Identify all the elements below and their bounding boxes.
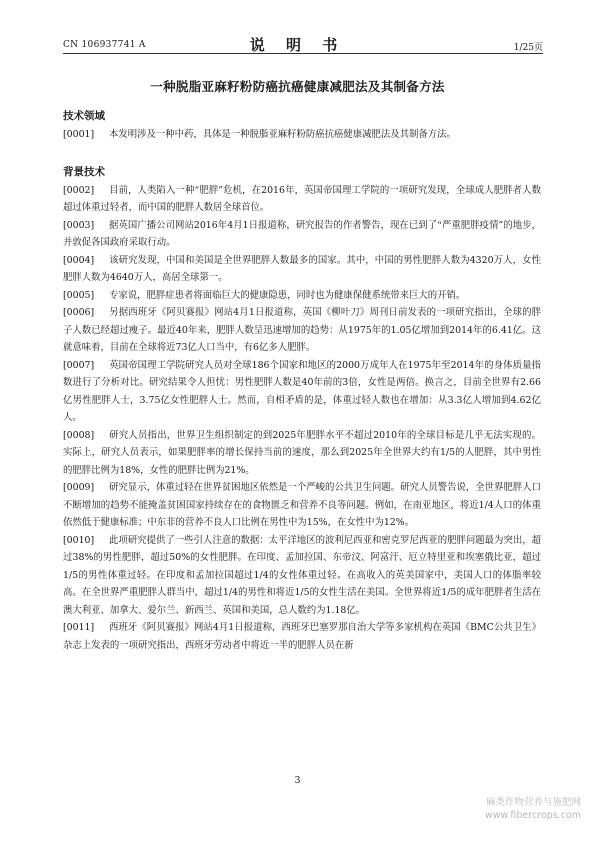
paragraph xyxy=(63,182,541,217)
paragraph xyxy=(63,287,541,305)
paragraph-text: 该研究发现，中国和美国是全世界肥胖人数最多的国家。其中，中国的男性肥胖人数为4320万人，女性肥胖人数为4640万人，高居全球第一。 xyxy=(63,254,541,283)
paragraph-text: 研究显示，体重过轻在世界贫困地区依然是一个严峻的公共卫生问题。研究人员警告说，全世界肥胖人口不断增加的趋势不能掩盖贫困国家持续存在的食物匮乏和营养不良等问题。例如，在南亚地区，将近1/4人口的体重依然低于健康标准；中东非的营养不良人口比例在男性中为15%，在女性中为12%。 xyxy=(63,482,541,528)
invention-title: 一种脱脂亚麻籽粉防癌抗癌健康减肥法及其制备方法 xyxy=(150,79,445,94)
paragraph-text: 本发明涉及一种中药，具体是一种脱脂亚麻籽粉防癌抗癌健康减肥法及其制备方法。 xyxy=(109,129,456,140)
paragraph xyxy=(63,619,541,654)
paragraph-number: [0006] xyxy=(63,307,95,318)
document-body xyxy=(63,100,541,654)
paragraph-number: [0010] xyxy=(63,534,95,546)
paragraph-text: 英国帝国理工学院研究人员对全球186个国家和地区的2000万成年人在1975年至2014年的身体质量指数进行了分析对比。研究结果令人担忧：男性肥胖人数是40年前的3倍，女性是两倍。换言之，目前全世界有2.66亿男性肥胖人士，3.75亿女性肥胖人士。然而，自相矛盾的是，体重过轻人数也在增加：从3.3亿人增加到4.62亿人。 xyxy=(63,359,541,423)
paragraph xyxy=(63,532,541,620)
paragraph xyxy=(63,304,541,357)
paragraph-text: 目前，人类陷入一种“肥胖”危机，在2016年，英国帝国理工学院的一项研究发现，全球成人肥胖者人数超过体重过轻者，而中国的肥胖人数居全球首位。 xyxy=(63,184,541,213)
section-heading-background: 背景技术 xyxy=(63,165,105,178)
paragraph xyxy=(63,217,541,252)
paragraph-text: 西班牙《阿贝赛报》网站4月1日报道称，西班牙巴塞罗那自治大学等多家机构在英国《BMC公共卫生》杂志上发表的一项研究指出，西班牙劳动者中将近一半的肥胖人员在新 xyxy=(63,622,541,651)
header-divider xyxy=(63,53,543,54)
paragraph-number: [0008] xyxy=(63,429,95,441)
paragraph-number: [0011] xyxy=(63,622,95,633)
watermark-url: www.fibercrops.com xyxy=(484,810,581,821)
patent-number: CN 106937741 A xyxy=(63,40,146,50)
page-indicator: 1/25页 xyxy=(513,43,543,53)
paragraph-number: [0002] xyxy=(63,184,95,196)
page-number: 3 xyxy=(294,775,301,786)
paragraph xyxy=(63,427,541,480)
paragraph-number: [0001] xyxy=(63,129,95,140)
paragraph-number: [0004] xyxy=(63,254,95,266)
document-type-title: 说 明 书 xyxy=(249,36,346,54)
paragraph-text: 此项研究提供了一些引人注意的数据：太平洋地区的波利尼西亚和密克罗尼西亚的肥胖问题最为突出，超过38%的男性肥胖，超过50%的女性肥胖。在印度、孟加拉国、东帝汶、阿富汗、厄立特里亚和埃塞俄比亚，超过1/5的男性体重过轻。在印度和孟加拉国超过1/4的女性体重过轻。在高收入的英美国家中，美国人口的体脂率较高。在全世界严重肥胖人群当中，超过1/4的男性和将近1/5的女性生活在美国。全世界将近1/5的成年肥胖者生活在澳大利亚、加拿大、爱尔兰、新西兰、英国和美国，总人数约为1.18亿。 xyxy=(63,534,541,616)
paragraph-text: 另据西班牙《阿贝赛报》网站4月1日报道称，英国《柳叶刀》周刊日前发表的一项研究指出，全球的胖子人数已经超过瘦子。最近40年来，肥胖人数呈迅速增加的趋势：从1975年的1.05亿增加到2014年的6.41亿。这就意味着，目前在全球将近73亿人口当中，有6亿多人肥胖。 xyxy=(63,307,541,353)
paragraph-text: 据英国广播公司网站2016年4月1日报道称，研究报告的作者警告，现在已到了“严重肥胖疫情”的地步，并敦促各国政府采取行动。 xyxy=(63,219,541,248)
paragraph-number: [0005] xyxy=(63,289,95,301)
paragraph-number: [0003] xyxy=(63,219,95,231)
section-heading-technical-field: 技术领域 xyxy=(63,110,105,122)
paragraph-text: 专家说，肥胖症患者将面临巨大的健康隐患，同时也为健康保健系统带来巨大的开销。 xyxy=(109,289,466,301)
watermark xyxy=(485,796,581,822)
paragraph xyxy=(63,479,541,532)
paragraph-number: [0007] xyxy=(63,359,95,371)
paragraph xyxy=(63,357,541,427)
paragraph xyxy=(63,126,541,144)
paragraph-text: 研究人员指出，世界卫生组织制定的到2025年肥胖水平不超过2010年的全球目标是几乎无法实现的。实际上，研究人员表示，如果肥胖率的增长保持当前的速度，那么到2025年全世界大约有1/5的人肥胖，其中男性的肥胖比例为18%，女性的肥胖比例为21%。 xyxy=(63,429,541,476)
watermark-site-name: 麻类作物营养与施肥网 xyxy=(485,797,581,808)
paragraph xyxy=(63,252,541,287)
paragraph-number: [0009] xyxy=(63,482,95,493)
